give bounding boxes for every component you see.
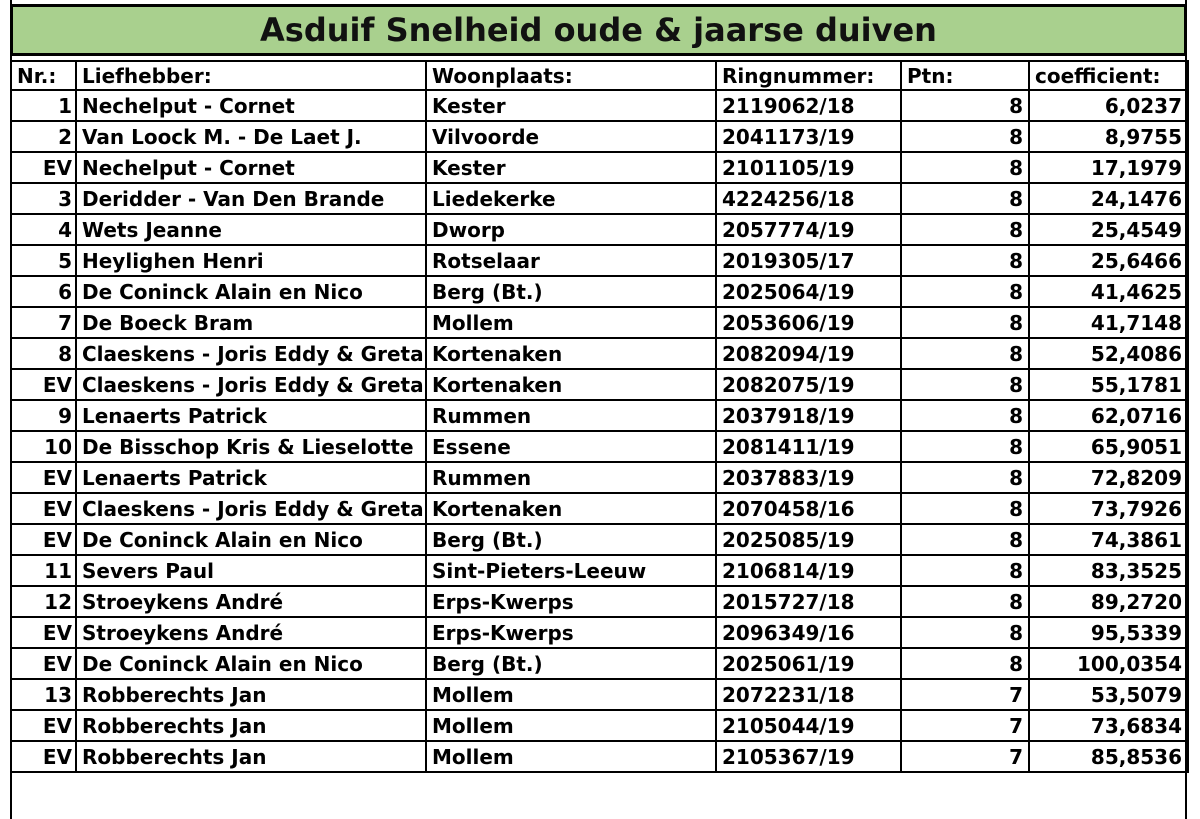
cell-nr: EV [11,493,76,524]
cell-nr: 7 [11,307,76,338]
cell-ptn: 8 [901,617,1029,648]
cell-ptn: 8 [901,214,1029,245]
cell-ringnummer: 2037883/19 [716,462,901,493]
cell-ringnummer: 2081411/19 [716,431,901,462]
cell-ringnummer: 2019305/17 [716,245,901,276]
cell-woonplaats: Essene [426,431,716,462]
table-row [11,586,1188,617]
cell-nr: 8 [11,338,76,369]
cell-liefhebber: Claeskens - Joris Eddy & Greta [76,493,426,524]
table-row [11,555,1188,586]
cell-nr: EV [11,369,76,400]
cell-coefficient: 24,1476 [1029,183,1188,214]
cell-coefficient: 65,9051 [1029,431,1188,462]
cell-ptn: 8 [901,462,1029,493]
cell-liefhebber: Robberechts Jan [76,741,426,772]
cell-woonplaats: Rummen [426,400,716,431]
cell-liefhebber: Stroeykens André [76,617,426,648]
header-ringnummer: Ringnummer: [716,61,901,90]
cell-coefficient: 8,9755 [1029,121,1188,152]
cell-liefhebber: Wets Jeanne [76,214,426,245]
header-woonplaats: Woonplaats: [426,61,716,90]
cell-coefficient: 72,8209 [1029,462,1188,493]
cell-coefficient: 83,3525 [1029,555,1188,586]
cell-woonplaats: Rummen [426,462,716,493]
cell-ptn: 8 [901,493,1029,524]
cell-ringnummer: 2105367/19 [716,741,901,772]
cell-liefhebber: De Boeck Bram [76,307,426,338]
cell-ringnummer: 2025085/19 [716,524,901,555]
cell-woonplaats: Sint-Pieters-Leeuw [426,555,716,586]
table-row [11,183,1188,214]
header-nr: Nr.: [11,61,76,90]
cell-coefficient: 52,4086 [1029,338,1188,369]
cell-nr: 13 [11,679,76,710]
cell-ptn: 8 [901,555,1029,586]
cell-ptn: 8 [901,183,1029,214]
cell-woonplaats: Berg (Bt.) [426,648,716,679]
table-row [11,338,1188,369]
cell-woonplaats: Berg (Bt.) [426,276,716,307]
cell-ringnummer: 2041173/19 [716,121,901,152]
header-coefficient: coefficient: [1029,61,1188,90]
header-liefhebber: Liefhebber: [76,61,426,90]
cell-woonplaats: Kortenaken [426,369,716,400]
cell-woonplaats: Erps-Kwerps [426,617,716,648]
cell-ptn: 8 [901,307,1029,338]
cell-liefhebber: Van Loock M. - De Laet J. [76,121,426,152]
cell-woonplaats: Erps-Kwerps [426,586,716,617]
cell-nr: EV [11,710,76,741]
table-row [11,493,1188,524]
cell-ptn: 8 [901,524,1029,555]
results-table-body [11,61,1188,772]
cell-liefhebber: De Coninck Alain en Nico [76,276,426,307]
cell-ringnummer: 2072231/18 [716,679,901,710]
cell-woonplaats: Vilvoorde [426,121,716,152]
cell-nr: 4 [11,214,76,245]
cell-ringnummer: 2025061/19 [716,648,901,679]
header-row [11,61,1188,90]
cell-coefficient: 41,4625 [1029,276,1188,307]
cell-ringnummer: 2070458/16 [716,493,901,524]
cell-liefhebber: Robberechts Jan [76,679,426,710]
table-row [11,152,1188,183]
cell-coefficient: 100,0354 [1029,648,1188,679]
cell-ptn: 7 [901,710,1029,741]
table-row [11,617,1188,648]
cell-nr: EV [11,741,76,772]
cell-woonplaats: Mollem [426,741,716,772]
cell-ptn: 8 [901,431,1029,462]
cell-nr: 2 [11,121,76,152]
cell-ringnummer: 2082075/19 [716,369,901,400]
cell-ringnummer: 2105044/19 [716,710,901,741]
cell-ptn: 8 [901,586,1029,617]
cell-coefficient: 25,4549 [1029,214,1188,245]
cell-woonplaats: Kortenaken [426,493,716,524]
cell-coefficient: 62,0716 [1029,400,1188,431]
table-row [11,679,1188,710]
cell-nr: 10 [11,431,76,462]
cell-ringnummer: 2037918/19 [716,400,901,431]
cell-ringnummer: 2101105/19 [716,152,901,183]
cell-woonplaats: Kester [426,152,716,183]
cell-woonplaats: Mollem [426,679,716,710]
table-row [11,648,1188,679]
cell-ptn: 8 [901,369,1029,400]
cell-ptn: 8 [901,152,1029,183]
cell-liefhebber: Robberechts Jan [76,710,426,741]
cell-ptn: 8 [901,121,1029,152]
cell-nr: 6 [11,276,76,307]
cell-woonplaats: Liedekerke [426,183,716,214]
table-row [11,431,1188,462]
cell-ptn: 8 [901,648,1029,679]
cell-coefficient: 25,6466 [1029,245,1188,276]
cell-coefficient: 85,8536 [1029,741,1188,772]
header-ptn: Ptn: [901,61,1029,90]
table-row [11,90,1188,121]
cell-coefficient: 41,7148 [1029,307,1188,338]
cell-nr: EV [11,524,76,555]
cell-coefficient: 95,5339 [1029,617,1188,648]
cell-nr: 5 [11,245,76,276]
cell-ringnummer: 2096349/16 [716,617,901,648]
cell-woonplaats: Kester [426,90,716,121]
cell-ptn: 7 [901,679,1029,710]
cell-nr: 11 [11,555,76,586]
cell-liefhebber: Heylighen Henri [76,245,426,276]
cell-nr: EV [11,648,76,679]
table-row [11,462,1188,493]
cell-coefficient: 6,0237 [1029,90,1188,121]
cell-coefficient: 73,6834 [1029,710,1188,741]
table-row [11,400,1188,431]
cell-nr: 12 [11,586,76,617]
cell-ptn: 8 [901,276,1029,307]
cell-ringnummer: 2057774/19 [716,214,901,245]
cell-coefficient: 89,2720 [1029,586,1188,617]
cell-liefhebber: Lenaerts Patrick [76,462,426,493]
cell-woonplaats: Dworp [426,214,716,245]
results-table [10,60,1189,773]
cell-ringnummer: 2082094/19 [716,338,901,369]
cell-nr: 3 [11,183,76,214]
cell-coefficient: 53,5079 [1029,679,1188,710]
table-row [11,121,1188,152]
table-row [11,307,1188,338]
cell-coefficient: 55,1781 [1029,369,1188,400]
cell-ringnummer: 2015727/18 [716,586,901,617]
cell-liefhebber: Lenaerts Patrick [76,400,426,431]
table-row [11,524,1188,555]
cell-nr: EV [11,462,76,493]
cell-liefhebber: De Bisschop Kris & Lieselotte [76,431,426,462]
cell-ptn: 8 [901,245,1029,276]
page-title: Asduif Snelheid oude & jaarse duiven [10,4,1187,56]
cell-coefficient: 17,1979 [1029,152,1188,183]
cell-nr: 9 [11,400,76,431]
cell-woonplaats: Rotselaar [426,245,716,276]
table-row [11,741,1188,772]
cell-woonplaats: Kortenaken [426,338,716,369]
cell-ptn: 8 [901,400,1029,431]
table-row [11,214,1188,245]
cell-woonplaats: Mollem [426,710,716,741]
cell-woonplaats: Berg (Bt.) [426,524,716,555]
cell-woonplaats: Mollem [426,307,716,338]
cell-liefhebber: De Coninck Alain en Nico [76,524,426,555]
cell-liefhebber: Nechelput - Cornet [76,152,426,183]
table-row [11,710,1188,741]
cell-liefhebber: De Coninck Alain en Nico [76,648,426,679]
cell-ringnummer: 2119062/18 [716,90,901,121]
cell-liefhebber: Claeskens - Joris Eddy & Greta [76,338,426,369]
cell-ptn: 8 [901,338,1029,369]
cell-ringnummer: 4224256/18 [716,183,901,214]
cell-liefhebber: Stroeykens André [76,586,426,617]
cell-nr: 1 [11,90,76,121]
cell-coefficient: 73,7926 [1029,493,1188,524]
cell-ptn: 8 [901,90,1029,121]
cell-liefhebber: Deridder - Van Den Brande [76,183,426,214]
cell-ringnummer: 2053606/19 [716,307,901,338]
cell-ptn: 7 [901,741,1029,772]
cell-nr: EV [11,152,76,183]
cell-liefhebber: Nechelput - Cornet [76,90,426,121]
cell-coefficient: 74,3861 [1029,524,1188,555]
table-row [11,276,1188,307]
table-row [11,369,1188,400]
cell-liefhebber: Severs Paul [76,555,426,586]
cell-nr: EV [11,617,76,648]
table-row [11,245,1188,276]
cell-ringnummer: 2106814/19 [716,555,901,586]
cell-ringnummer: 2025064/19 [716,276,901,307]
cell-liefhebber: Claeskens - Joris Eddy & Greta [76,369,426,400]
